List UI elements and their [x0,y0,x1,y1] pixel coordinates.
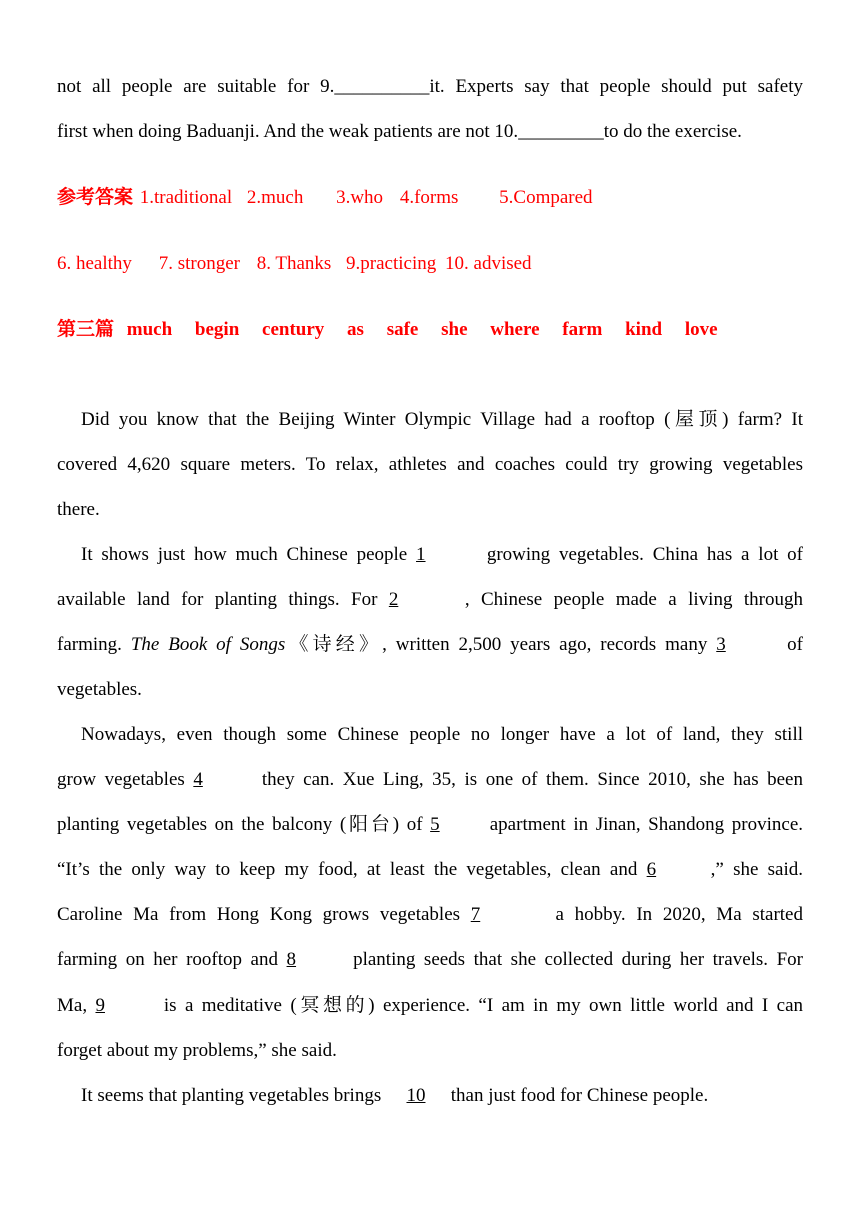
paragraph-line [57,1039,803,1063]
text: ,” she said. [710,859,804,880]
answer-5: 5.Compared [499,187,593,208]
blank-9: __________ [334,76,430,97]
book-title: The Book of Songs [130,634,286,655]
answer-9: 9.practicing [346,253,437,274]
paragraph-line [57,408,803,432]
answer-7: 7. stronger [158,253,240,274]
answer-key-label: 参考答案 [57,187,134,208]
answer-6: 6. healthy [57,253,132,274]
text: available land for planting things. For [57,589,389,610]
paragraph-line [57,813,803,837]
answer-10: 10. advised [445,253,532,274]
text: grow vegetables [57,769,194,790]
word-bank-item: kind [625,319,663,340]
blank-2: 2 [388,589,399,610]
word-bank-item: much [126,319,173,340]
answer-key-row-1 [57,186,803,210]
text: a hobby. In 2020, Ma started [544,904,803,925]
paragraph-line [57,678,803,702]
blank-5: 5 [430,814,440,835]
blank-8: 8 [286,949,297,970]
text: Did you know that the Beijing Winter Olympic Village had a rooftop (屋顶) farm? It [81,409,803,430]
paragraph-line [57,723,803,747]
text: vegetables. [57,679,142,700]
text: apartment in Jinan, Shandong province. [482,814,804,835]
answer-4: 4.forms [399,187,459,208]
text: they can. Xue Ling, 35, is one of them. Since 2010, she has been [253,769,803,790]
word-bank-item: century [262,319,325,340]
blank-3: 3 [716,634,726,655]
paragraph-line [57,453,803,477]
blank-1: 1 [416,544,426,565]
paragraph-line [57,903,803,927]
text: It shows just how much Chinese people [81,544,417,565]
answer-8: 8. Thanks [256,253,332,274]
passage2-line-1 [57,75,803,99]
word-bank-item: begin [194,319,240,340]
paragraph-line [57,543,803,567]
word-bank-item: she [441,319,468,340]
text: Ma, [57,995,96,1016]
blank-10b: 10 [406,1085,426,1106]
text: Nowadays, even though some Chinese people no longer have a lot of land, they still [81,724,803,745]
answer-3: 3.who [336,187,384,208]
blank-7: 7 [470,904,481,925]
text: Caroline Ma from Hong Kong grows vegetables [57,904,471,925]
paragraph-line [57,994,803,1018]
answer-1: 1.traditional [139,187,233,208]
paragraph-line [57,1084,803,1108]
text: It seems that planting vegetables brings [81,1085,386,1106]
passage3-word-bank [57,318,803,342]
text: not all people are suitable for 9. [57,76,335,97]
text: farming on her rooftop and [57,949,287,970]
blank-4: 4 [193,769,203,790]
text: , Chinese people made a living through [464,589,803,610]
text: of [778,634,803,655]
blank-6: 6 [646,859,657,880]
text: to do the exercise. [603,121,742,142]
text: 《诗经》, written 2,500 years ago, records many [285,634,717,655]
paragraph-line [57,498,803,522]
text: first when doing Baduanji. And the weak patients are not 10. [57,121,519,142]
answer-2: 2.much [246,187,304,208]
word-bank-item: farm [562,319,603,340]
passage2-line-2 [57,120,803,144]
text: planting vegetables on the balcony (阳台) of [57,814,431,835]
text: than just food for Chinese people. [445,1085,709,1106]
word-bank-item: safe [386,319,419,340]
text: there. [57,499,100,520]
word-bank-item: where [490,319,540,340]
word-bank-item: as [347,319,364,340]
passage3-label: 第三篇 [57,319,115,340]
paragraph-line [57,948,803,972]
text: covered 4,620 square meters. To relax, athletes and coaches could try growing vegetables [57,454,803,475]
text: is a meditative (冥想的) experience. “I am in my own little world and I can [155,995,804,1016]
text: planting seeds that she collected during her travels. For [344,949,803,970]
word-bank-item: love [684,319,718,340]
blank-9b: 9 [95,995,105,1016]
answer-key-row-2 [57,252,803,276]
paragraph-line [57,588,803,612]
text: forget about my problems,” she said. [57,1040,337,1061]
text: it. Experts say that people should put safety [429,76,803,97]
text: farming. [57,634,131,655]
paragraph-line [57,768,803,792]
blank-10: _________ [518,121,604,142]
text: “It’s the only way to keep my food, at least the vegetables, clean and [57,859,647,880]
paragraph-line [57,858,803,882]
paragraph-line [57,633,803,657]
text: growing vegetables. China has a lot of [478,544,803,565]
